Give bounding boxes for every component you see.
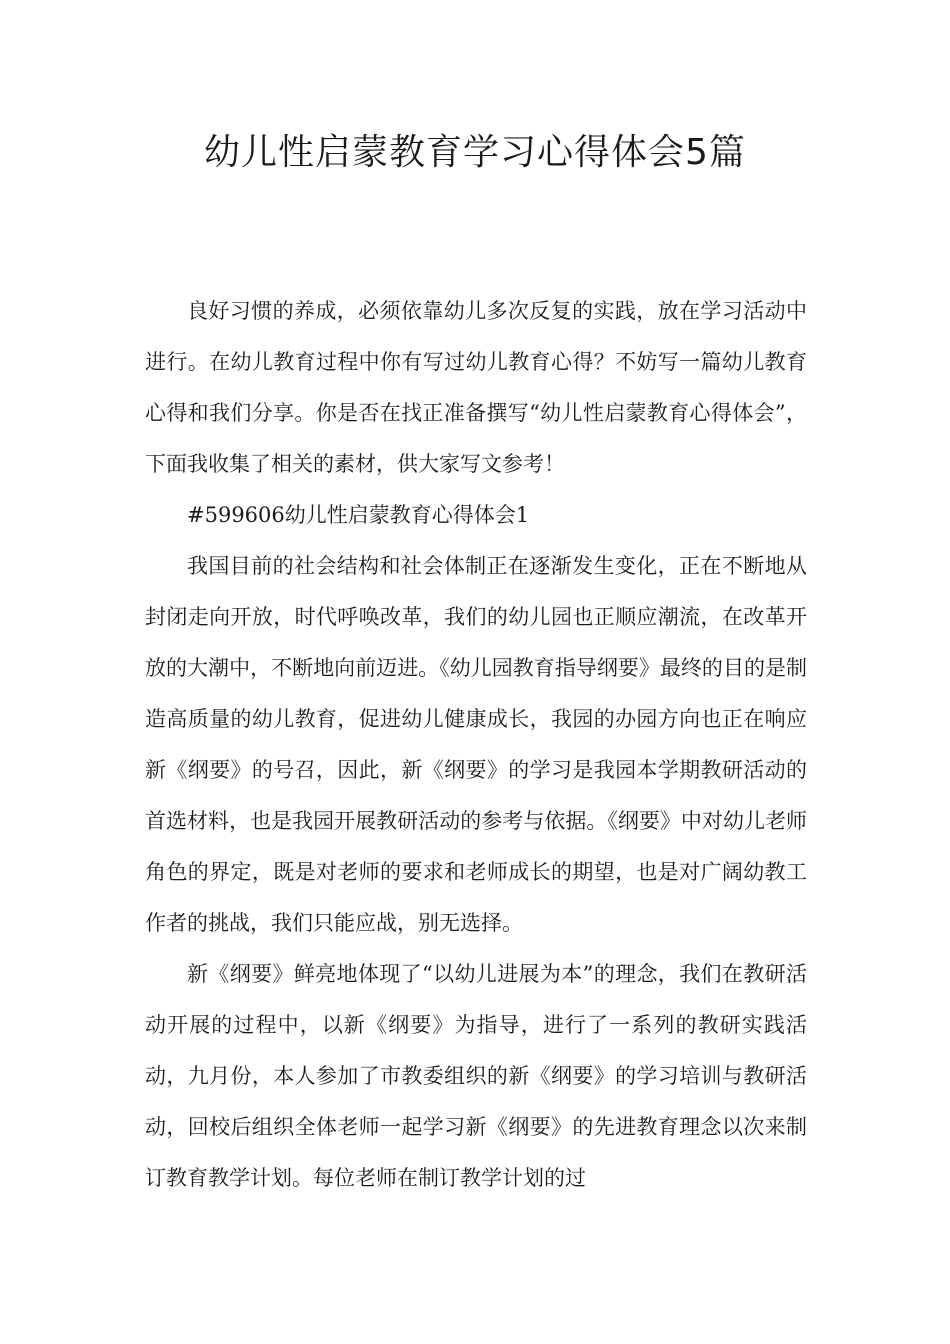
intro-paragraph: 良好习惯的养成，必须依靠幼儿多次反复的实践，放在学习活动中进行。在幼儿教育过程中你有写过幼儿教育心得？不妨写一篇幼儿教育心得和我们分享。你是否在找正准备撰写“幼儿性启蒙教育心得体会”，下面我收集了相关的素材，供大家写文参考！	[145, 299, 807, 476]
body-paragraph: 我国目前的社会结构和社会体制正在逐渐发生变化，正在不断地从封闭走向开放，时代呼唤改革，我们的幼儿园也正顺应潮流，在改革开放的大潮中，不断地向前迈进。《幼儿园教育指导纲要》最终的目的是制造高质量的幼儿教育，促进幼儿健康成长，我园的办园方向也正在响应新《纲要》的号召，因此，新《纲要》的学习是我园本学期教研活动的首选材料，也是我园开展教研活动的参考与依据。《纲要》中对幼儿老师角色的界定，既是对老师的要求和老师成长的期望，也是对广阔幼教工作者的挑战，我们只能应战，别无选择。	[145, 554, 807, 935]
section-heading: #599606幼儿性启蒙教育心得体会1	[187, 503, 530, 527]
document-body	[145, 286, 807, 1204]
body-paragraph: 新《纲要》鲜亮地体现了“以幼儿进展为本”的理念，我们在教研活动开展的过程中，以新《纲要》为指导，进行了一系列的教研实践活动，九月份，本人参加了市教委组织的新《纲要》的学习培训与教研活动，回校后组织全体老师一起学习新《纲要》的先进教育理念以次来制订教育教学计划。每位老师在制订教学计划的过	[145, 962, 807, 1190]
document-title: 幼儿性启蒙教育学习心得体会5篇	[204, 132, 746, 173]
